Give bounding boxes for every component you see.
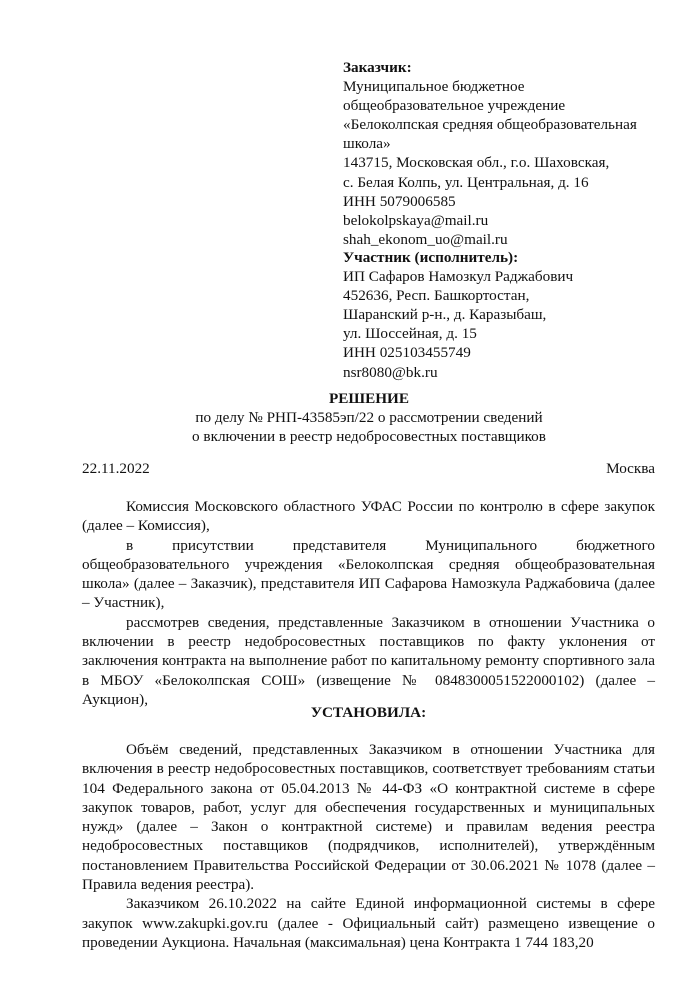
customer-address: с. Белая Колпь, ул. Центральная, д. 16: [343, 173, 589, 191]
intro-paragraph: Комиссия Московского областного УФАС России по контролю в сфере закупок (далее – Комиссия),: [82, 498, 655, 535]
decision-title: РЕШЕНИЕ: [329, 390, 409, 407]
participant-address: 452636, Респ. Башкортостан,: [343, 287, 530, 305]
customer-line: «Белоколпская средняя общеобразовательная: [343, 116, 637, 134]
customer-heading: Заказчик:: [343, 59, 412, 76]
participant-name: ИП Сафаров Намозкул Раджабович: [343, 268, 574, 286]
decision-subtitle: о включении в реестр недобросовестных поставщиков: [192, 428, 546, 445]
customer-inn: ИНН 5079006585: [343, 192, 456, 210]
customer-line: Муниципальное бюджетное: [343, 78, 525, 96]
findings-section: [82, 740, 655, 952]
customer-block: [343, 58, 673, 249]
participant-inn: ИНН 025103455749: [343, 344, 471, 362]
decision-date: 22.11.2022: [82, 460, 150, 477]
customer-email: belokolpskaya@mail.ru: [343, 211, 489, 229]
customer-address: 143715, Московская обл., г.о. Шаховская,: [343, 154, 610, 172]
findings-paragraph: Объём сведений, представленных Заказчиком в отношении Участника для включения в реестр недобросовестных поставщиков, соответствует требованиям статьи 104 Федерального закона от 05.04.2013 № 44-ФЗ «О контрактной системе в сфере закупок товаров, работ, услуг для обеспечения государственных и муниципальных нужд» (далее – Закон о контрактной системе) и правилам ведения реестра недобросовестных поставщиков (подрядчиков, исполнителей), утверждённым постановлением Правительства Российской Федерации от 30.06.2021 № 1078 (далее – Правила ведения реестра).: [82, 741, 655, 894]
participant-heading: Участник (исполнитель):: [343, 249, 519, 266]
decision-city: Москва: [606, 460, 655, 477]
customer-line: школа»: [343, 135, 391, 153]
customer-email: shah_ekonom_uo@mail.ru: [343, 230, 508, 248]
participant-address: ул. Шоссейная, д. 15: [343, 325, 477, 343]
section-title: УСТАНОВИЛА:: [310, 704, 427, 721]
intro-paragraph: в присутствии представителя Муниципального бюджетного общеобразовательного учреждения «Белоколпская средняя общеобразовательная школа» (далее – Заказчик), представителя ИП Сафарова Намозкула Раджабовича (далее – Участник),: [82, 536, 655, 612]
participant-email: nsr8080@bk.ru: [343, 363, 438, 381]
decision-title-block: [82, 389, 656, 446]
customer-line: общеобразовательное учреждение: [343, 97, 566, 115]
decision-subtitle: по делу № РНП-43585эп/22 о рассмотрении сведений: [195, 409, 543, 426]
findings-paragraph: Заказчиком 26.10.2022 на сайте Единой информационной системы в сфере закупок www.zakupki.gov.ru (далее - Официальный сайт) размещено извещение о проведении Аукциона. Начальная (максимальная) цена Контракта 1 744 183,20: [82, 895, 655, 951]
intro-paragraph: рассмотрев сведения, представленные Заказчиком в отношении Участника о включении в реестр недобросовестных поставщиков по факту уклонения от заключения контракта на выполнение работ по капитальному ремонту спортивного зала в МБОУ «Белоколпская СОШ» (извещение № 0848300051522000102) (далее – Аукцион),: [82, 613, 655, 708]
participant-address: Шаранский р-н., д. Каразыбаш,: [343, 306, 547, 324]
intro-section: [82, 497, 655, 709]
participant-block: [343, 248, 673, 382]
